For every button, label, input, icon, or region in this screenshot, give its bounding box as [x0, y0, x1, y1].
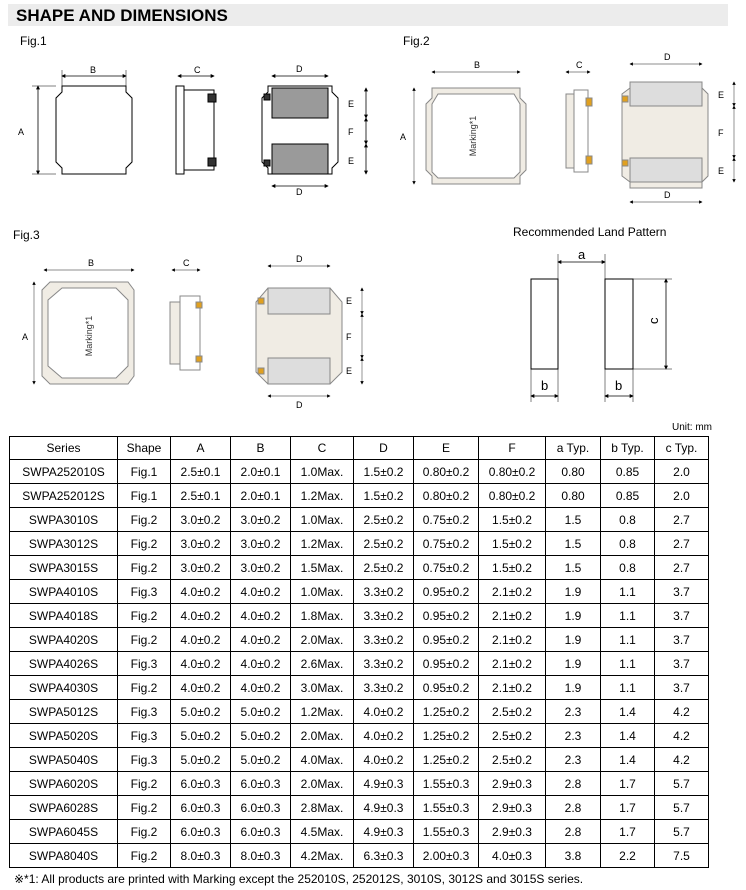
table-cell: 4.0±0.2	[354, 748, 414, 772]
table-cell: 2.8	[546, 820, 601, 844]
table-cell: 0.95±0.2	[414, 676, 479, 700]
fig3-dim-c: C	[183, 258, 190, 268]
col-header: F	[479, 437, 546, 460]
col-header: A	[171, 437, 231, 460]
table-cell: 4.2	[655, 724, 709, 748]
table-cell: 2.8	[546, 772, 601, 796]
table-cell: 3.7	[655, 652, 709, 676]
table-cell: 4.0±0.2	[354, 724, 414, 748]
table-cell: 2.8Max.	[291, 796, 354, 820]
table-row	[10, 724, 709, 748]
table-cell: 0.75±0.2	[414, 556, 479, 580]
table-cell: 4.0±0.2	[231, 580, 291, 604]
table-cell: 1.9	[546, 604, 601, 628]
table-cell: 2.7	[655, 556, 709, 580]
table-cell: SWPA4030S	[10, 676, 118, 700]
table-cell: 2.00±0.3	[414, 844, 479, 868]
table-cell: 1.9	[546, 652, 601, 676]
table-header-row	[10, 437, 709, 460]
table-row	[10, 820, 709, 844]
table-cell: 6.0±0.3	[171, 820, 231, 844]
table-cell: 1.1	[601, 580, 655, 604]
table-cell: 3.0±0.2	[231, 556, 291, 580]
land-dim-b2: b	[615, 378, 623, 393]
table-cell: SWPA4010S	[10, 580, 118, 604]
table-row	[10, 700, 709, 724]
table-cell: 3.0±0.2	[171, 556, 231, 580]
fig1-dim-d2: D	[296, 187, 303, 197]
table-cell: 4.9±0.3	[354, 772, 414, 796]
table-cell: 4.0±0.2	[171, 628, 231, 652]
table-cell: 8.0±0.3	[231, 844, 291, 868]
table-cell: Fig.1	[118, 484, 171, 508]
table-cell: 1.2Max.	[291, 700, 354, 724]
fig3-marking: Marking*1	[84, 315, 94, 357]
table-cell: 4.0±0.2	[231, 628, 291, 652]
table-cell: 2.5±0.2	[354, 532, 414, 556]
table-cell: Fig.2	[118, 796, 171, 820]
table-cell: 4.0±0.2	[171, 652, 231, 676]
table-cell: 1.7	[601, 772, 655, 796]
col-header: B	[231, 437, 291, 460]
col-header: c Typ.	[655, 437, 709, 460]
table-cell: 5.7	[655, 796, 709, 820]
table-row	[10, 556, 709, 580]
col-header: D	[354, 437, 414, 460]
table-cell: Fig.3	[118, 748, 171, 772]
table-cell: 3.7	[655, 604, 709, 628]
table-cell: SWPA3012S	[10, 532, 118, 556]
table-cell: 1.55±0.3	[414, 772, 479, 796]
table-cell: SWPA6020S	[10, 772, 118, 796]
table-cell: 4.0±0.2	[231, 604, 291, 628]
table-cell: 1.1	[601, 652, 655, 676]
table-cell: 2.0±0.1	[231, 460, 291, 484]
fig1-dim-f: F	[348, 127, 354, 137]
table-row	[10, 628, 709, 652]
table-cell: 4.9±0.3	[354, 820, 414, 844]
table-cell: 0.8	[601, 556, 655, 580]
table-cell: 2.0Max.	[291, 628, 354, 652]
fig2-dim-b: B	[474, 60, 481, 70]
table-cell: 6.3±0.3	[354, 844, 414, 868]
table-cell: 3.0Max.	[291, 676, 354, 700]
table-cell: 3.0±0.2	[231, 508, 291, 532]
fig3-dim-b: B	[88, 258, 95, 268]
table-cell: 4.0Max.	[291, 748, 354, 772]
fig3-dim-e: E	[346, 296, 353, 306]
table-cell: 2.3	[546, 748, 601, 772]
table-cell: 0.75±0.2	[414, 532, 479, 556]
table-cell: 6.0±0.3	[231, 772, 291, 796]
table-cell: 4.2	[655, 748, 709, 772]
fig1-dim-e: E	[348, 99, 355, 109]
table-cell: 5.7	[655, 772, 709, 796]
fig1-dim-d: D	[296, 64, 303, 74]
table-cell: 4.2Max.	[291, 844, 354, 868]
table-row	[10, 676, 709, 700]
fig3-dim-d2: D	[296, 400, 303, 410]
table-cell: 1.9	[546, 676, 601, 700]
table-cell: 4.0±0.2	[171, 676, 231, 700]
table-cell: 2.7	[655, 508, 709, 532]
fig2-dim-e: E	[718, 90, 725, 100]
table-cell: 0.95±0.2	[414, 580, 479, 604]
table-cell: 3.0±0.2	[231, 532, 291, 556]
table-cell: 4.2	[655, 700, 709, 724]
fig1-dim-e2: E	[348, 156, 355, 166]
fig2-dim-e2: E	[718, 166, 725, 176]
table-cell: 4.5Max.	[291, 820, 354, 844]
table-cell: Fig.2	[118, 676, 171, 700]
table-cell: 1.5±0.2	[354, 484, 414, 508]
table-cell: 2.5±0.2	[479, 700, 546, 724]
table-cell: Fig.2	[118, 628, 171, 652]
table-cell: 6.0±0.3	[171, 772, 231, 796]
table-cell: 2.0±0.1	[231, 484, 291, 508]
table-cell: Fig.3	[118, 700, 171, 724]
table-cell: 2.7	[655, 532, 709, 556]
table-cell: 0.80±0.2	[479, 460, 546, 484]
table-cell: 1.5	[546, 532, 601, 556]
fig3-side-view	[170, 296, 202, 370]
table-cell: 4.9±0.3	[354, 796, 414, 820]
table-row	[10, 532, 709, 556]
table-cell: Fig.3	[118, 580, 171, 604]
table-cell: Fig.2	[118, 820, 171, 844]
table-row	[10, 772, 709, 796]
table-cell: 0.85	[601, 460, 655, 484]
table-cell: 1.4	[601, 700, 655, 724]
table-cell: 2.5±0.2	[479, 748, 546, 772]
fig1-dim-a: A	[18, 127, 25, 137]
table-cell: 3.3±0.2	[354, 604, 414, 628]
fig3-dim-e2: E	[346, 366, 353, 376]
table-cell: 0.8	[601, 532, 655, 556]
land-dim-c: c	[646, 317, 661, 324]
fig2-dim-d: D	[664, 52, 671, 62]
table-cell: 3.7	[655, 676, 709, 700]
table-cell: 1.25±0.2	[414, 724, 479, 748]
table-cell: 0.80±0.2	[414, 484, 479, 508]
table-cell: 2.5±0.2	[479, 724, 546, 748]
table-cell: 2.1±0.2	[479, 628, 546, 652]
table-cell: 5.7	[655, 820, 709, 844]
col-header: Series	[10, 437, 118, 460]
table-cell: 0.95±0.2	[414, 604, 479, 628]
table-cell: 1.9	[546, 580, 601, 604]
table-cell: 4.0±0.3	[479, 844, 546, 868]
table-row	[10, 580, 709, 604]
table-cell: SWPA6028S	[10, 796, 118, 820]
land-pattern-pads	[531, 279, 633, 369]
table-cell: SWPA4026S	[10, 652, 118, 676]
table-cell: SWPA252012S	[10, 484, 118, 508]
table-cell: SWPA5012S	[10, 700, 118, 724]
table-cell: 5.0±0.2	[171, 748, 231, 772]
table-cell: 1.8Max.	[291, 604, 354, 628]
fig1-dim-b: B	[90, 65, 97, 75]
table-cell: 3.0±0.2	[171, 508, 231, 532]
fig1-bottom-view	[262, 86, 338, 174]
table-cell: SWPA252010S	[10, 460, 118, 484]
table-cell: 5.0±0.2	[231, 700, 291, 724]
table-cell: 4.0±0.2	[354, 700, 414, 724]
table-cell: 1.7	[601, 820, 655, 844]
table-cell: SWPA8040S	[10, 844, 118, 868]
table-row	[10, 796, 709, 820]
table-cell: 4.0±0.2	[231, 652, 291, 676]
table-cell: 1.1	[601, 628, 655, 652]
col-header: C	[291, 437, 354, 460]
table-cell: SWPA5020S	[10, 724, 118, 748]
table-cell: 3.3±0.2	[354, 580, 414, 604]
fig3-bottom-view	[256, 288, 342, 384]
table-cell: 5.0±0.2	[171, 700, 231, 724]
table-cell: 7.5	[655, 844, 709, 868]
table-body	[10, 460, 709, 868]
col-header: a Typ.	[546, 437, 601, 460]
table-cell: 2.1±0.2	[479, 652, 546, 676]
table-cell: 6.0±0.3	[231, 796, 291, 820]
table-cell: 1.1	[601, 676, 655, 700]
table-cell: 3.0±0.2	[171, 532, 231, 556]
table-cell: 1.7	[601, 796, 655, 820]
table-cell: 2.0Max.	[291, 772, 354, 796]
fig3-dim-d: D	[296, 254, 303, 264]
table-cell: 2.9±0.3	[479, 772, 546, 796]
table-cell: 2.3	[546, 700, 601, 724]
fig2-dim-a: A	[400, 132, 407, 142]
table-cell: Fig.2	[118, 556, 171, 580]
section-title: SHAPE AND DIMENSIONS	[16, 6, 228, 25]
table-cell: 1.0Max.	[291, 460, 354, 484]
table-cell: 1.5±0.2	[479, 532, 546, 556]
fig2-bottom-view	[622, 82, 708, 188]
table-cell: 1.55±0.3	[414, 820, 479, 844]
footnote: ※*1: All products are printed with Marking except the 252010S, 252012S, 3010S, 3012S and 3015S series.	[14, 872, 584, 886]
table-cell: Fig.1	[118, 460, 171, 484]
table-cell: 3.3±0.2	[354, 652, 414, 676]
table-cell: 5.0±0.2	[231, 724, 291, 748]
table-row	[10, 748, 709, 772]
fig2-dim-d2: D	[664, 190, 671, 200]
table-cell: 1.9	[546, 628, 601, 652]
col-header: Shape	[118, 437, 171, 460]
table-row	[10, 484, 709, 508]
table-cell: 1.4	[601, 724, 655, 748]
table-row	[10, 604, 709, 628]
table-cell: 2.0	[655, 484, 709, 508]
table-cell: 0.95±0.2	[414, 652, 479, 676]
table-cell: 2.3	[546, 724, 601, 748]
table-cell: 2.5±0.1	[171, 484, 231, 508]
table-cell: 0.80	[546, 460, 601, 484]
fig2-side-view	[566, 90, 592, 172]
table-cell: SWPA5040S	[10, 748, 118, 772]
unit-label: Unit: mm	[672, 422, 712, 433]
fig2-dim-f: F	[718, 128, 724, 138]
table-cell: 1.5	[546, 508, 601, 532]
table-cell: 0.80±0.2	[479, 484, 546, 508]
table-cell: 2.1±0.2	[479, 676, 546, 700]
table-cell: 1.5Max.	[291, 556, 354, 580]
table-cell: 1.5±0.2	[479, 508, 546, 532]
table-cell: Fig.2	[118, 604, 171, 628]
table-cell: Fig.2	[118, 508, 171, 532]
table-cell: 3.3±0.2	[354, 676, 414, 700]
table-cell: SWPA6045S	[10, 820, 118, 844]
table-cell: 2.9±0.3	[479, 796, 546, 820]
table-cell: 6.0±0.3	[171, 796, 231, 820]
table-cell: 2.9±0.3	[479, 820, 546, 844]
table-cell: 0.80	[546, 484, 601, 508]
table-cell: 1.2Max.	[291, 484, 354, 508]
table-row	[10, 508, 709, 532]
table-cell: 1.5±0.2	[354, 460, 414, 484]
table-row	[10, 844, 709, 868]
table-cell: 0.80±0.2	[414, 460, 479, 484]
land-pattern-label: Recommended Land Pattern	[513, 225, 667, 239]
table-cell: Fig.3	[118, 724, 171, 748]
table-cell: 4.0±0.2	[171, 604, 231, 628]
table-cell: 1.55±0.3	[414, 796, 479, 820]
table-cell: 1.2Max.	[291, 532, 354, 556]
land-dim-b: b	[541, 378, 549, 393]
table-cell: 1.0Max.	[291, 508, 354, 532]
table-cell: 4.0±0.2	[231, 676, 291, 700]
table-cell: 0.75±0.2	[414, 508, 479, 532]
fig2-label: Fig.2	[403, 34, 430, 48]
table-cell: 2.1±0.2	[479, 580, 546, 604]
fig3-dim-a: A	[22, 332, 29, 342]
table-cell: 8.0±0.3	[171, 844, 231, 868]
table-cell: Fig.2	[118, 772, 171, 796]
dimension-drawings	[0, 0, 746, 420]
table-cell: 1.25±0.2	[414, 748, 479, 772]
table-cell: 1.0Max.	[291, 580, 354, 604]
table-cell: SWPA4020S	[10, 628, 118, 652]
table-cell: SWPA3010S	[10, 508, 118, 532]
fig1-top-view	[56, 86, 132, 174]
fig2-marking: Marking*1	[468, 115, 478, 157]
table-cell: 2.5±0.2	[354, 556, 414, 580]
fig2-dim-c: C	[576, 60, 583, 70]
fig3-dim-f: F	[346, 332, 352, 342]
table-cell: 0.85	[601, 484, 655, 508]
table-cell: 1.25±0.2	[414, 700, 479, 724]
table-cell: 2.0	[655, 460, 709, 484]
table-cell: 2.1±0.2	[479, 604, 546, 628]
fig3-label: Fig.3	[13, 228, 40, 242]
dimensions-table	[9, 436, 709, 868]
table-cell: 2.0Max.	[291, 724, 354, 748]
table-cell: Fig.3	[118, 652, 171, 676]
table-cell: 5.0±0.2	[171, 724, 231, 748]
table-cell: 1.5	[546, 556, 601, 580]
table-cell: 2.2	[601, 844, 655, 868]
table-row	[10, 460, 709, 484]
table-cell: 5.0±0.2	[231, 748, 291, 772]
table-cell: Fig.2	[118, 532, 171, 556]
table-cell: 0.8	[601, 508, 655, 532]
table-cell: Fig.2	[118, 844, 171, 868]
table-cell: 3.8	[546, 844, 601, 868]
table-cell: 1.5±0.2	[479, 556, 546, 580]
fig1-dim-c: C	[194, 65, 201, 75]
table-cell: SWPA3015S	[10, 556, 118, 580]
land-dim-a: a	[578, 247, 586, 262]
fig1-label: Fig.1	[20, 34, 47, 48]
table-cell: 4.0±0.2	[171, 580, 231, 604]
col-header: b Typ.	[601, 437, 655, 460]
table-cell: 1.1	[601, 604, 655, 628]
table-cell: SWPA4018S	[10, 604, 118, 628]
table-cell: 0.95±0.2	[414, 628, 479, 652]
table-cell: 3.7	[655, 580, 709, 604]
table-cell: 6.0±0.3	[231, 820, 291, 844]
table-cell: 2.6Max.	[291, 652, 354, 676]
table-row	[10, 652, 709, 676]
table-cell: 3.7	[655, 628, 709, 652]
table-cell: 2.8	[546, 796, 601, 820]
table-cell: 3.3±0.2	[354, 628, 414, 652]
col-header: E	[414, 437, 479, 460]
table-cell: 1.4	[601, 748, 655, 772]
fig1-side-view	[176, 86, 216, 174]
table-cell: 2.5±0.1	[171, 460, 231, 484]
table-cell: 2.5±0.2	[354, 508, 414, 532]
